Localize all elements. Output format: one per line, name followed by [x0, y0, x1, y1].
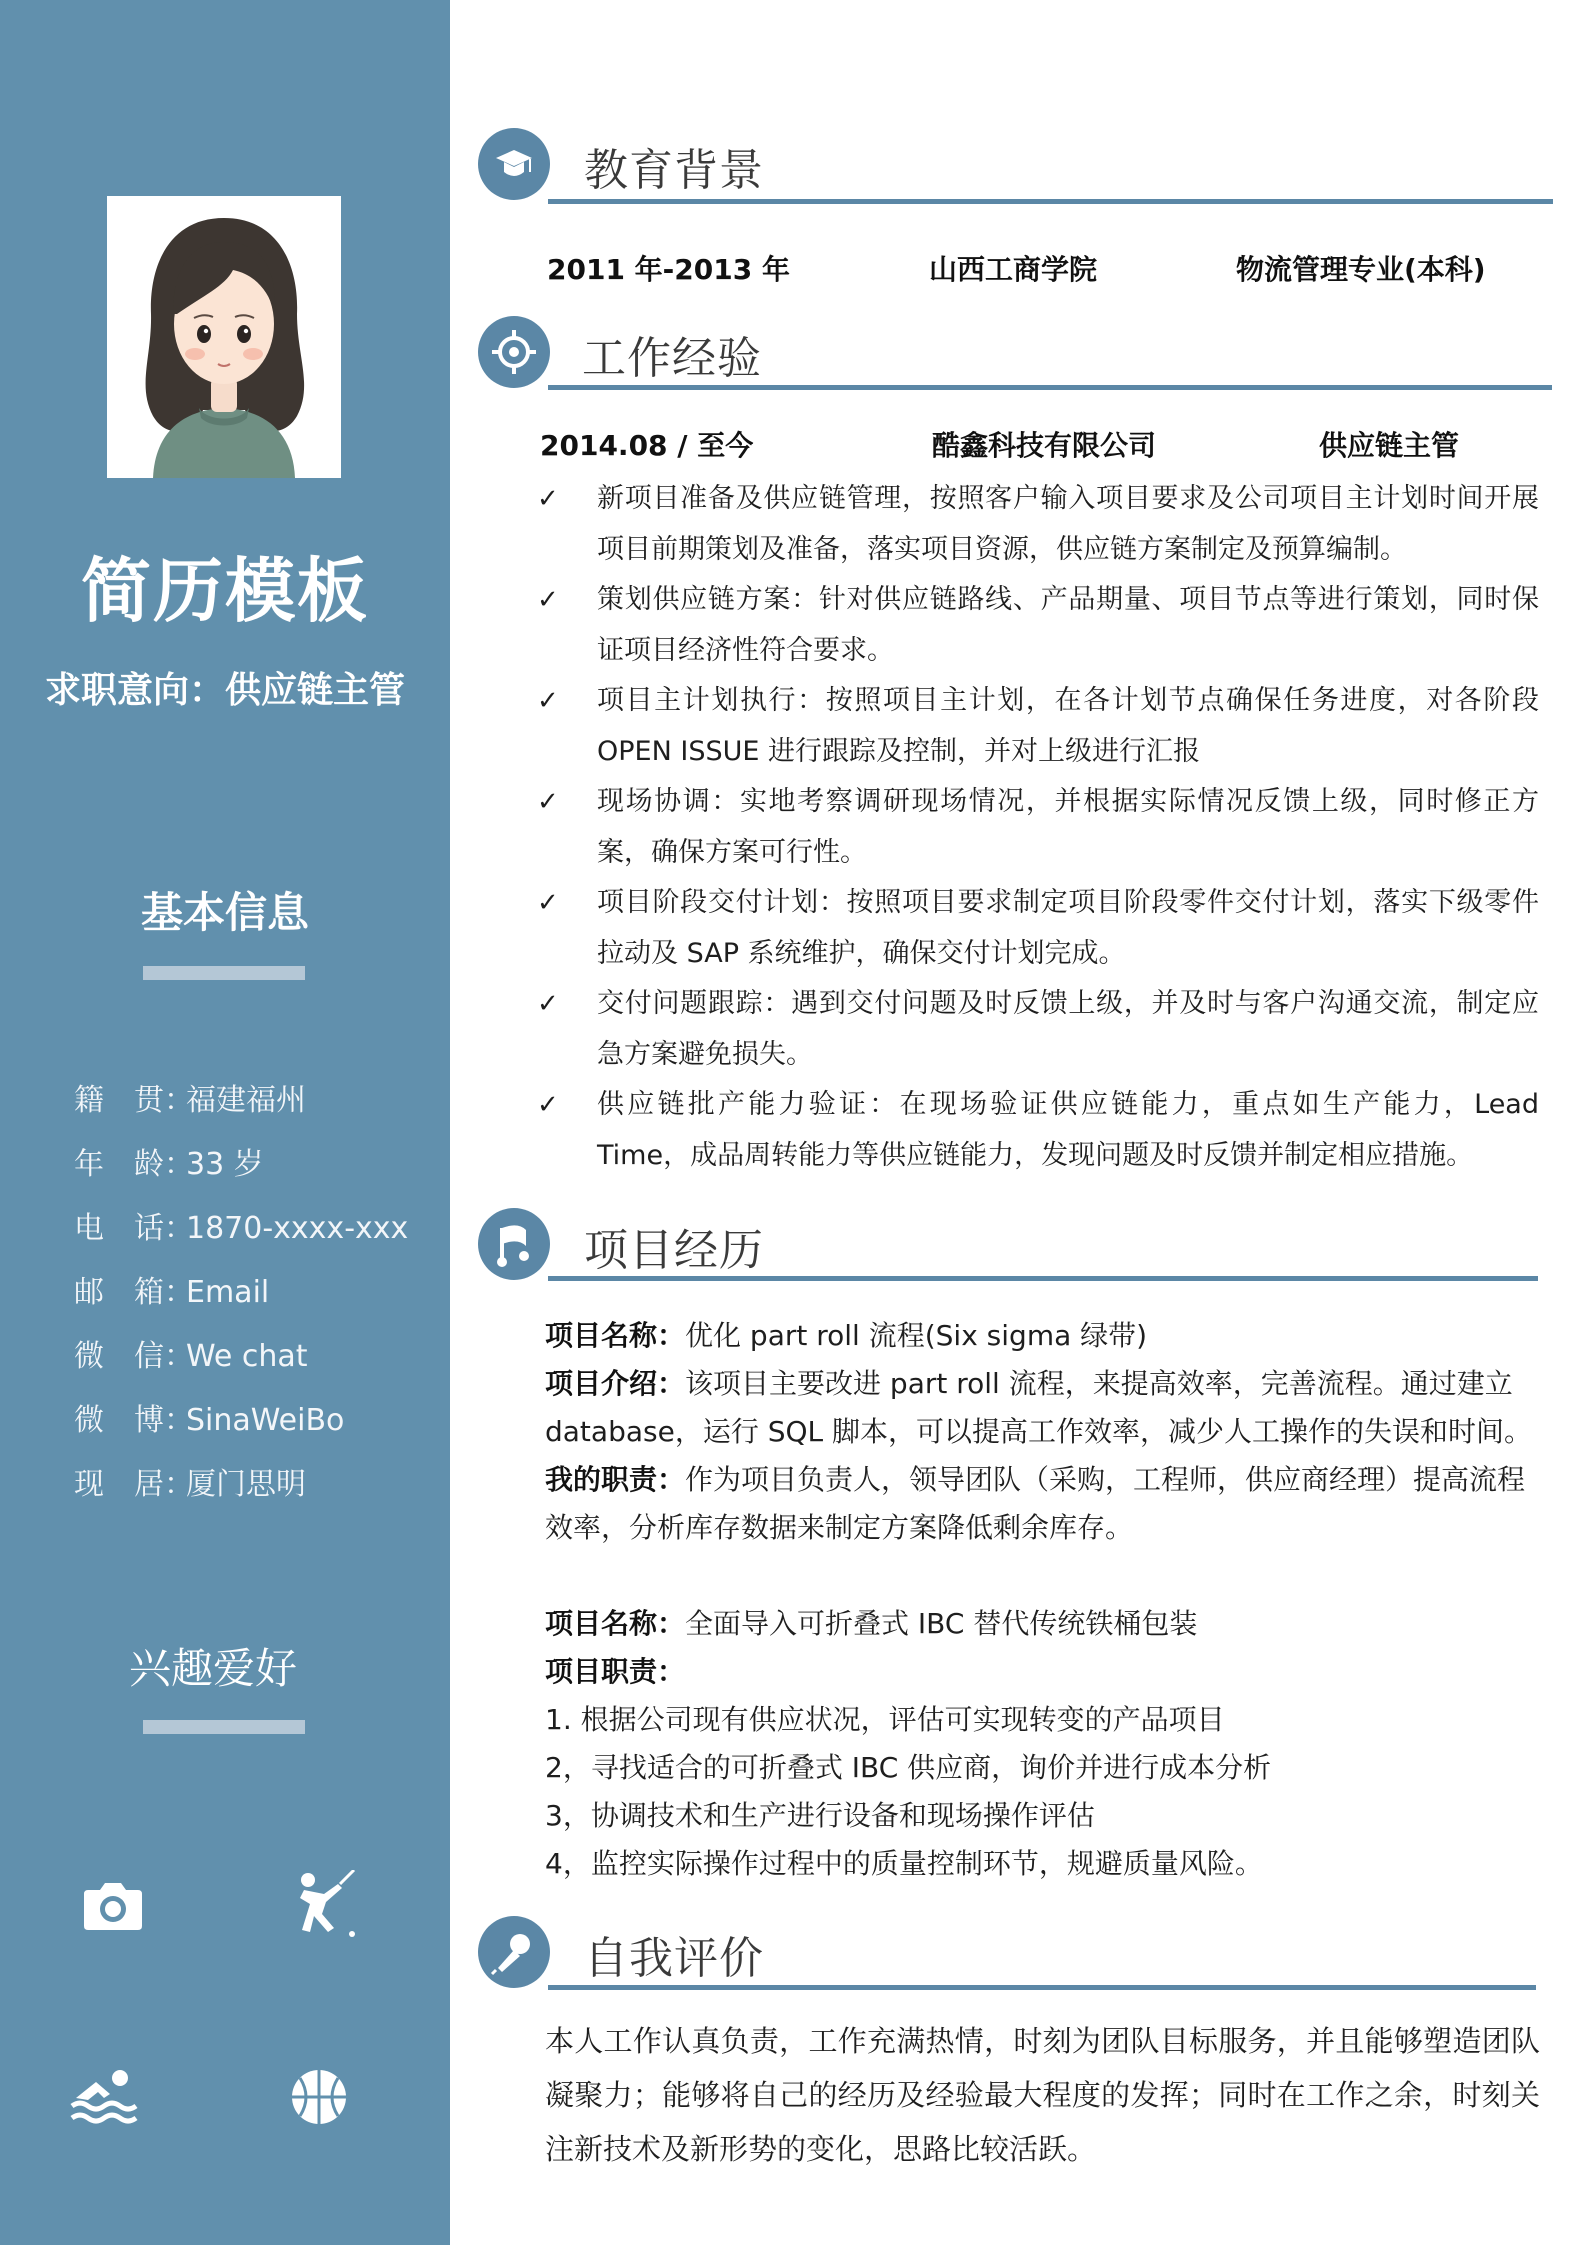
info-row-age: [74, 1139, 264, 1183]
work-duty-item: ✓ 项目主计划执行：按照项目主计划，在各计划节点确保任务进度，对各阶段 OPEN ISSUE 进行跟踪及控制，并对上级进行汇报: [537, 676, 1539, 777]
project2-duty-item: 2，寻找适合的可折叠式 IBC 供应商，询价并进行成本分析: [545, 1751, 1272, 1784]
info-label: 现 居：: [74, 1467, 194, 1502]
work-duty-item: ✓ 交付问题跟踪：遇到交付问题及时反馈上级，并及时与客户沟通交流，制定应急方案避免损失。: [537, 979, 1539, 1080]
info-row-residence: [74, 1459, 306, 1503]
project1-duty-line: 我的职责：作为项目负责人，领导团队（采购，工程师，供应商经理）提高流程效率，分析库存数据来制定方案降低剩余库存。: [545, 1463, 1526, 1544]
job-intent: 求职意向：供应链主管: [44, 670, 405, 711]
self-eval-text: 本人工作认真负责，工作充满热情，时刻为团队目标服务，并且能够塑造团队凝聚力；能够将自己的经历及经验最大程度的发挥；同时在工作之余，时刻关注新技术及新形势的变化，思路比较活跃。: [545, 2024, 1540, 2166]
education-rule: [548, 199, 1553, 204]
sidebar: [0, 0, 450, 2245]
basic-info-heading: 基本信息: [140, 888, 309, 937]
info-row-wechat: [74, 1331, 308, 1375]
info-label: 籍 贯：: [74, 1083, 194, 1118]
basketball-icon: [290, 2068, 348, 2126]
work-duty-item: ✓ 策划供应链方案：针对供应链路线、产品期量、项目节点等进行策划，同时保证项目经济性符合要求。: [537, 575, 1539, 676]
work-company: 酷鑫科技有限公司: [932, 429, 1157, 462]
info-row-hometown: [74, 1075, 306, 1119]
info-label: 年 龄：: [74, 1147, 194, 1182]
info-label: 微 博：: [74, 1403, 194, 1438]
info-label: 邮 箱：: [74, 1275, 194, 1310]
work-period: 2014.08 / 至今: [540, 429, 754, 462]
graduation-cap-icon: [478, 128, 550, 200]
info-value: 33 岁: [186, 1147, 264, 1182]
checkmark-icon: ✓: [537, 484, 559, 514]
target-icon: [478, 316, 550, 388]
education-school: 山西工商学院: [929, 253, 1098, 286]
info-row-email: [74, 1267, 269, 1311]
work-duty-item: ✓ 项目阶段交付计划：按照项目要求制定项目阶段零件交付计划，落实下级零件拉动及 SAP 系统维护，确保交付计划完成。: [537, 878, 1539, 979]
microphone-icon: [478, 1916, 550, 1988]
work-position: 供应链主管: [1319, 429, 1460, 462]
work-duty-item: ✓ 供应链批产能力验证：在现场验证供应链能力，重点如生产能力，Lead Time，成品周转能力等供应链能力，发现问题及时反馈并制定相应措施。: [537, 1080, 1539, 1181]
projects-rule: [548, 1276, 1538, 1281]
checkmark-icon: ✓: [537, 989, 559, 1019]
info-value: SinaWeiBo: [186, 1403, 345, 1438]
project1-name-line: 项目名称：优化 part roll 流程(Six sigma 绿带): [545, 1319, 1148, 1352]
project1-intro-line: 项目介绍：该项目主要改进 part roll 流程，来提高效率，完善流程。通过建立 database，运行 SQL 脚本，可以提高工作效率，减少人工操作的失误和时间。: [545, 1367, 1533, 1448]
info-label: 微 信：: [74, 1339, 194, 1374]
project2-duty-item: 3，协调技术和生产进行设备和现场操作评估: [545, 1799, 1095, 1832]
info-value: Email: [186, 1275, 270, 1310]
info-value: We chat: [186, 1339, 308, 1374]
education-period: 2011 年-2013 年: [547, 253, 790, 286]
checkmark-icon: ✓: [537, 888, 559, 918]
info-value: 厦门思明: [186, 1467, 306, 1502]
basic-info-divider: [143, 966, 305, 980]
self-eval-title: 自我评价: [584, 1933, 764, 1984]
info-row-phone: [74, 1203, 408, 1247]
info-value: 福建福州: [186, 1083, 306, 1118]
education-major: 物流管理专业(本科): [1236, 253, 1486, 286]
work-duty-item: ✓ 新项目准备及供应链管理，按照客户输入项目要求及公司项目主计划时间开展项目前期策划及准备，落实项目资源，供应链方案制定及预算编制。: [537, 474, 1539, 575]
info-row-weibo: [74, 1395, 344, 1439]
work-title: 工作经验: [582, 333, 762, 384]
checkmark-icon: ✓: [537, 1090, 559, 1120]
project2-duty-label: 项目职责：: [545, 1655, 686, 1688]
self-eval-rule: [548, 1985, 1536, 1990]
projects-content: [545, 1312, 1540, 1888]
checkmark-icon: ✓: [537, 787, 559, 817]
education-title: 教育背景: [584, 145, 764, 196]
avatar-photo: [107, 196, 341, 478]
work-rule: [548, 385, 1552, 390]
hobby-heading: 兴趣爱好: [128, 1644, 297, 1693]
info-label: 电 话：: [74, 1211, 194, 1246]
resume-title: 简历模板: [81, 550, 369, 632]
info-value: 1870-xxxx-xxx: [186, 1211, 409, 1246]
camera-icon: [80, 1878, 146, 1934]
swimming-icon: [70, 2068, 138, 2124]
work-duty-item: ✓ 现场协调：实地考察调研现场情况，并根据实际情况反馈上级，同时修正方案，确保方案可行性。: [537, 777, 1539, 878]
project2-duty-item: 1. 根据公司现有供应状况，评估可实现转变的产品项目: [545, 1703, 1225, 1736]
checkmark-icon: ✓: [537, 686, 559, 716]
work-duties-list: [537, 474, 1539, 1181]
project2-duty-item: 4，监控实际操作过程中的质量控制环节，规避质量风险。: [545, 1847, 1263, 1880]
projects-title: 项目经历: [584, 1225, 764, 1276]
checkmark-icon: ✓: [537, 585, 559, 615]
project2-name-line: 项目名称：全面导入可折叠式 IBC 替代传统铁桶包装: [545, 1607, 1198, 1640]
project-flag-icon: [478, 1208, 550, 1280]
hobby-divider: [143, 1720, 305, 1734]
badminton-icon: [294, 1870, 358, 1940]
